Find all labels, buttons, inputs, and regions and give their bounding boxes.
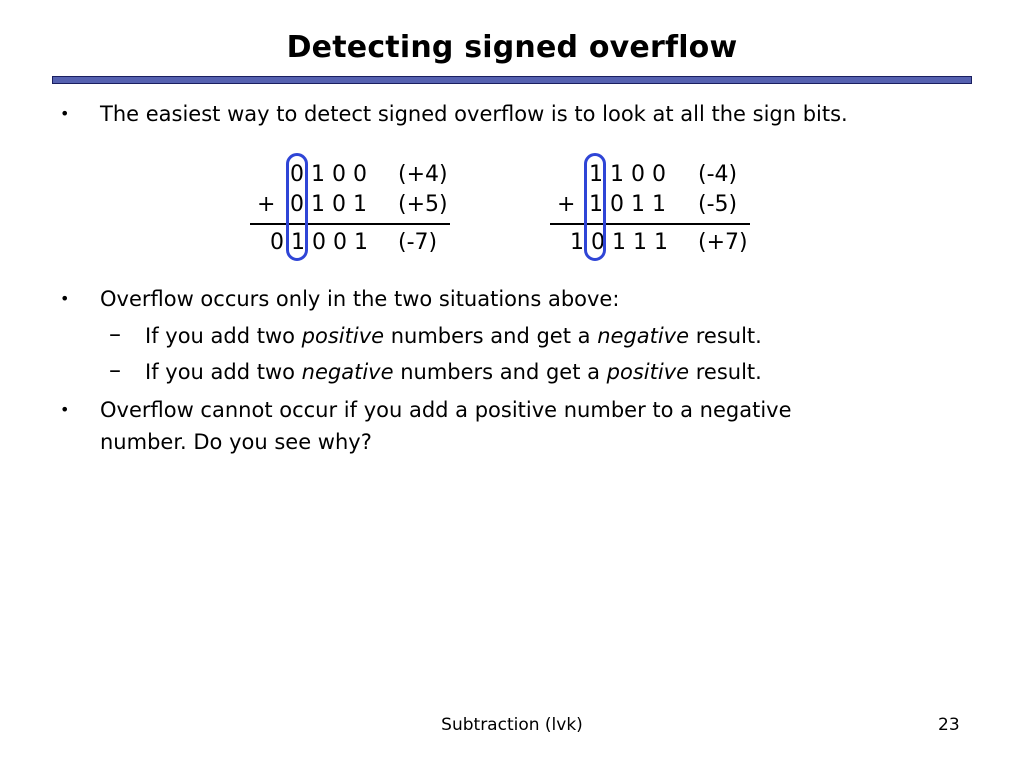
bullet-text-line1: Overflow cannot occur if you add a positive number to a negative	[100, 398, 792, 422]
operand-a: 0 1 0 0	[290, 162, 367, 187]
bullet-no-overflow	[60, 394, 940, 458]
bullet-mark: •	[60, 289, 70, 308]
operand-b-value: (-5)	[698, 192, 738, 217]
bullet-text: The easiest way to detect signed overflow is to look at all the sign bits.	[100, 102, 848, 126]
bullet-mark: •	[60, 104, 70, 123]
operand-a-value: (-4)	[698, 162, 738, 187]
sign-bit-highlight-right	[584, 153, 606, 261]
emphasis-negative: negative	[301, 360, 394, 384]
bullet-sign-bits	[60, 98, 980, 130]
sub-bullet-positive	[109, 320, 985, 352]
sum-result: 1 0 1 1 1	[570, 230, 668, 255]
operand-a-value: (+4)	[398, 162, 448, 187]
page-number: 23	[938, 715, 960, 735]
sum-value: (-7)	[398, 230, 438, 255]
title-divider	[52, 76, 972, 84]
sum-line	[250, 223, 450, 225]
text-post: result.	[689, 324, 762, 348]
slide-title: Detecting signed overflow	[286, 30, 738, 65]
dash-mark: –	[109, 320, 121, 348]
operand-b: 0 1 0 1	[290, 192, 367, 217]
sum-line	[550, 223, 750, 225]
sub-bullet-negative	[109, 356, 985, 388]
sign-bit-highlight-left	[286, 153, 308, 261]
text-pre: If you add two	[145, 324, 302, 348]
operand-a: 1 1 0 0	[589, 162, 666, 187]
text-pre: If you add two	[145, 360, 302, 384]
text-mid: numbers and get a	[393, 360, 607, 384]
operand-b: 1 0 1 1	[589, 192, 666, 217]
bullet-mark: •	[60, 400, 70, 419]
emphasis-positive: positive	[301, 324, 385, 348]
bullet-text-line2: number. Do you see why?	[100, 430, 372, 454]
bullet-text: Overflow occurs only in the two situations above:	[100, 287, 620, 311]
bullet-overflow-situations	[60, 283, 980, 315]
emphasis-positive: positive	[606, 360, 690, 384]
emphasis-negative: negative	[597, 324, 690, 348]
sum-value: (+7)	[698, 230, 748, 255]
text-mid: numbers and get a	[384, 324, 598, 348]
plus-sign: +	[557, 192, 576, 217]
text-post: result.	[689, 360, 762, 384]
footer-title: Subtraction (lvk)	[441, 715, 583, 735]
dash-mark: –	[109, 356, 121, 384]
plus-sign: +	[257, 192, 276, 217]
sum-result: 0 1 0 0 1	[270, 230, 368, 255]
operand-b-value: (+5)	[398, 192, 448, 217]
